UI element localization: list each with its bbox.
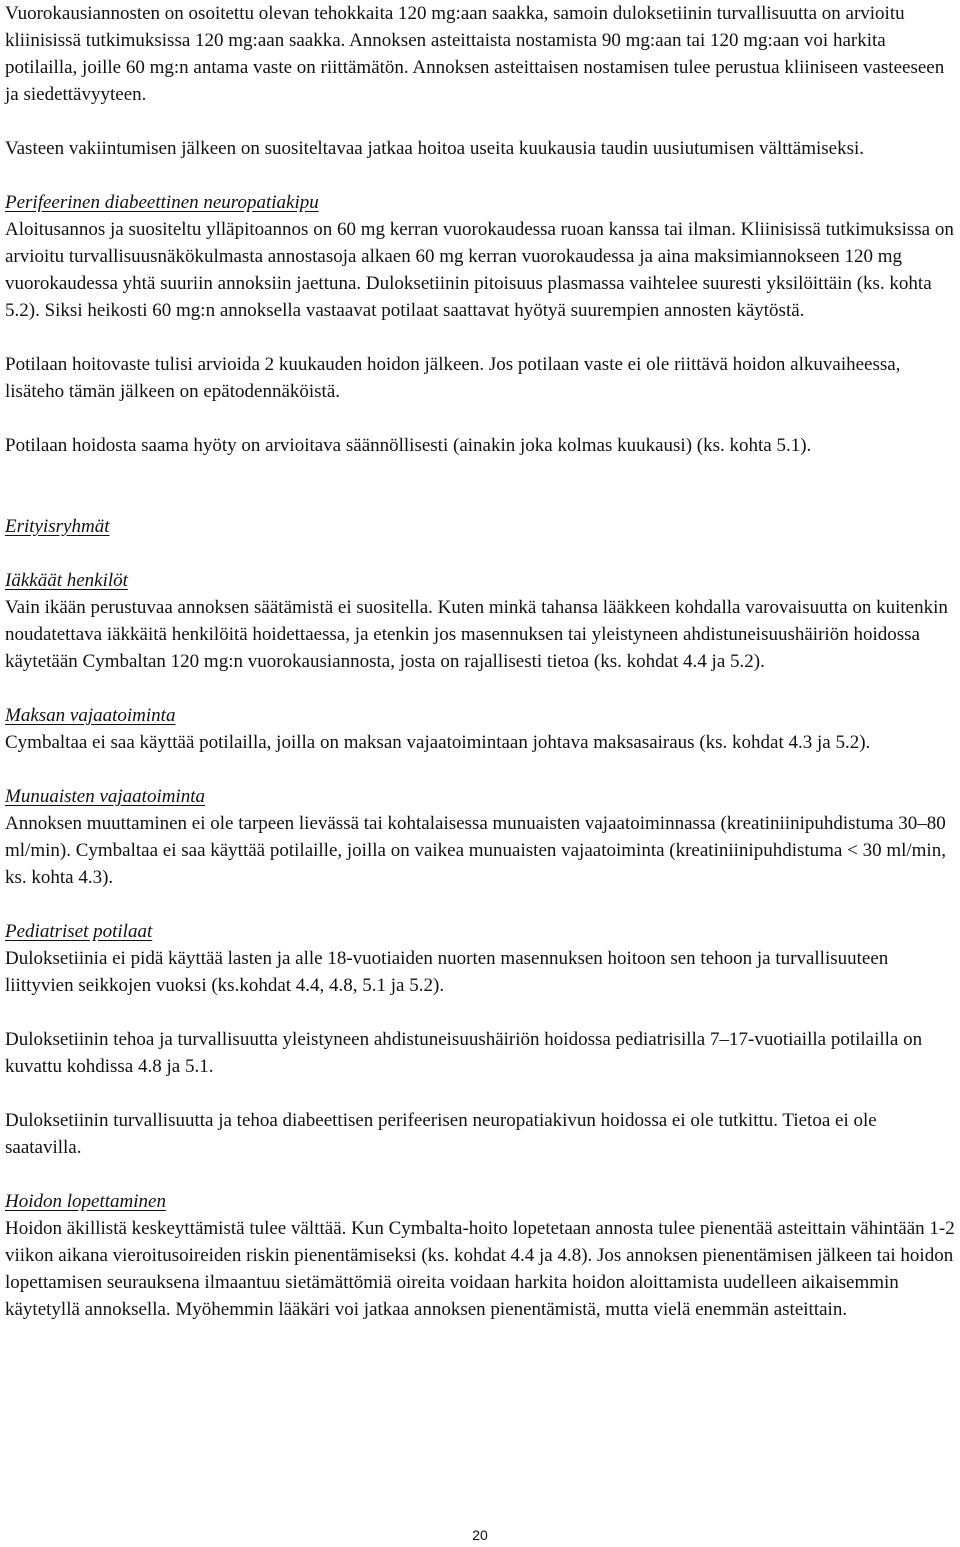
page-number: 20 — [472, 1527, 488, 1543]
paragraph-paediatric-neuropathy: Duloksetiinin turvallisuutta ja tehoa diabeettisen perifeerisen neuropatiakivun hoidossa ei ole tutkittu. Tietoa ei ole saatavilla. — [5, 1110, 877, 1158]
paragraph-neuropathy-dose: Aloitusannos ja suositeltu ylläpitoannos on 60 mg kerran vuorokaudessa ruoan kanssa tai ilman. Kliinisissä tutkimuksissa on arvioitu turvallisuusnäkökulmasta annostasoja alkaen 60 mg kerran vuorokaudessa ja aina maksimiannokseen 120 mg vuorokaudessa yhtä suuriin annoksiin jaettuna. Duloksetiinin pitoisuus plasmassa vaihtelee suuresti yksilöittäin (ks. kohta 5.2). Siksi heikosti 60 mg:n annoksella vastaavat potilaat saattavat hyötyä suurempien annosten käytöstä. — [5, 219, 954, 321]
paragraph-hepatic-impairment: Cymbaltaa ei saa käyttää potilailla, joilla on maksan vajaatoimintaan johtava maksasairaus (ks. kohdat 4.3 ja 5.2). — [5, 732, 871, 753]
heading-diabetic-neuropathic-pain: Perifeerinen diabeettinen neuropatiakipu — [5, 192, 319, 213]
paragraph-response-assessment: Potilaan hoitovaste tulisi arvioida 2 kuukauden hoidon jälkeen. Jos potilaan vaste ei ole riittävä hoidon alkuvaiheessa, lisäteho tämän jälkeen on epätodennäköistä. — [5, 354, 901, 402]
document-page — [5, 0, 957, 1323]
paragraph-benefit-review: Potilaan hoidosta saama hyöty on arvioitava säännöllisesti (ainakin joka kolmas kuukausi) (ks. kohta 5.1). — [5, 435, 812, 456]
heading-paediatric: Pediatriset potilaat — [5, 921, 153, 942]
heading-renal-impairment: Munuaisten vajaatoiminta — [5, 786, 206, 807]
paragraph-maintenance: Vasteen vakiintumisen jälkeen on suositeltavaa jatkaa hoitoa useita kuukausia taudin uusiutumisen välttämiseksi. — [5, 138, 865, 159]
heading-elderly: Iäkkäät henkilöt — [5, 570, 128, 591]
paragraph-discontinuation: Hoidon äkillistä keskeyttämistä tulee välttää. Kun Cymbalta-hoito lopetetaan annosta tulee pienentää asteittain vähintään 1-2 viikon aikana vieroitusoireiden riskin pienentämiseksi (ks. kohdat 4.4 ja 4.8). Jos annoksen pienentämisen jälkeen tai hoidon lopettamisen seurauksena ilmaantuu sietämättömiä oireita voidaan harkita hoidon aloittamista uudelleen aikaisemmin käytetyllä annoksella. Myöhemmin lääkäri voi jatkaa annoksen pienentämistä, mutta vielä enemmän asteittain. — [5, 1218, 955, 1320]
heading-special-populations: Erityisryhmät — [5, 516, 110, 537]
heading-discontinuation: Hoidon lopettaminen — [5, 1191, 166, 1212]
paragraph-renal-impairment: Annoksen muuttaminen ei ole tarpeen lievässä tai kohtalaisessa munuaisten vajaatoiminnassa (kreatiniinipuhdistuma 30–80 ml/min). Cymbaltaa ei saa käyttää potilaille, joilla on vaikea munuaisten vajaatoiminta (kreatiniinipuhdistuma < 30 ml/min, ks. kohta 4.3). — [5, 813, 946, 888]
paragraph-paediatric-anxiety: Duloksetiinin tehoa ja turvallisuutta yleistyneen ahdistuneisuushäiriön hoidossa pediatrisilla 7–17-vuotiailla potilailla on kuvattu kohdissa 4.8 ja 5.1. — [5, 1029, 923, 1077]
paragraph-paediatric-depression: Duloksetiinia ei pidä käyttää lasten ja alle 18-vuotiaiden nuorten masennuksen hoitoon sen tehoon ja turvallisuuteen liittyvien seikkojen vuoksi (ks.kohdat 4.4, 4.8, 5.1 ja 5.2). — [5, 948, 889, 996]
paragraph-dose-titration: Vuorokausiannosten on osoitettu olevan tehokkaita 120 mg:aan saakka, samoin duloksetiinin turvallisuutta on arvioitu kliinisissä tutkimuksissa 120 mg:aan saakka. Annoksen asteittaista nostamista 90 mg:aan tai 120 mg:aan voi harkita potilailla, joille 60 mg:n antama vaste on riittämätön. Annoksen asteittaisen nostamisen tulee perustua kliiniseen vasteeseen ja siedettävyyteen. — [5, 3, 945, 105]
paragraph-elderly: Vain ikään perustuvaa annoksen säätämistä ei suositella. Kuten minkä tahansa lääkkeen kohdalla varovaisuutta on kuitenkin noudatettava iäkkäitä henkilöitä hoidettaessa, ja etenkin jos masennuksen tai yleistyneen ahdistuneisuushäiriön hoidossa käytetään Cymbaltan 120 mg:n vuorokausiannosta, josta on rajallisesti tietoa (ks. kohdat 4.4 ja 5.2). — [5, 597, 948, 672]
heading-hepatic-impairment: Maksan vajaatoiminta — [5, 705, 176, 726]
